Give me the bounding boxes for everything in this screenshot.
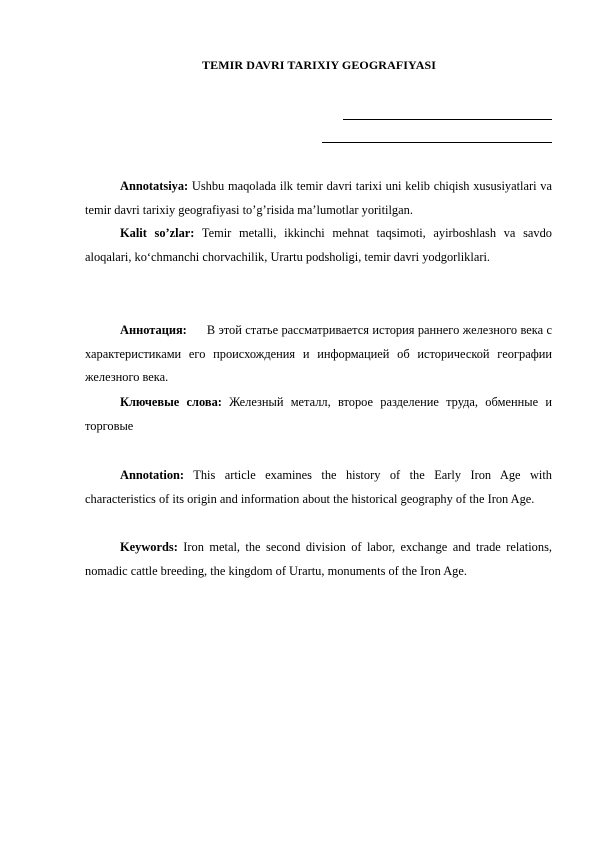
- abstract-uz-text: Ushbu maqolada ilk temir davri tarixi uni kelib chiqish xususiyatlari va temir davri tarixiy geografiyasi to’g’risida ma’lumotlar yoritilgan.: [85, 179, 552, 217]
- keywords-uz: [85, 222, 552, 269]
- page-title: TEMIR DAVRI TARIXIY GEOGRAFIYASI: [201, 58, 437, 72]
- keywords-ru-text: Железный металл, второе разделение труда, обменные и торговые: [85, 395, 552, 433]
- keywords-en: [85, 536, 552, 583]
- keywords-en-text: Iron metal, the second division of labor, exchange and trade relations, nomadic cattle breeding, the kingdom of Urartu, monuments of the Iron Age.: [85, 540, 552, 578]
- abstract-en-text: This article examines the history of the Early Iron Age with characteristics of its origin and information about the historical geography of the Iron Age.: [85, 468, 553, 506]
- keywords-uz-text: Temir metalli, ikkinchi mehnat taqsimoti, ayirboshlash va savdo aloqalari, ko‘chmanchi chorvachilik, Urartu podsholigi, temir davri yodgorliklari.: [85, 226, 552, 264]
- keywords-ru: [85, 391, 552, 438]
- keywords-uz-label: Kalit so’zlar:: [120, 226, 195, 240]
- abstract-ru: [85, 319, 552, 390]
- abstract-en-label: Annotation:: [120, 468, 185, 482]
- abstract-en: [85, 464, 552, 511]
- abstract-uz-label: Annotatsiya:: [120, 179, 189, 193]
- abstract-ru-text: В этой статье рассматривается история раннего железного века с характеристиками его происхождения и информацией об исторической географии железного века.: [85, 323, 552, 384]
- affiliation-blank-line: [322, 142, 552, 143]
- keywords-ru-label: Ключевые слова:: [120, 395, 222, 409]
- author-blank-line: [343, 119, 552, 120]
- keywords-en-label: Keywords:: [120, 540, 178, 554]
- abstract-uz: [85, 175, 552, 222]
- abstract-ru-label: Аннотация:: [120, 323, 187, 337]
